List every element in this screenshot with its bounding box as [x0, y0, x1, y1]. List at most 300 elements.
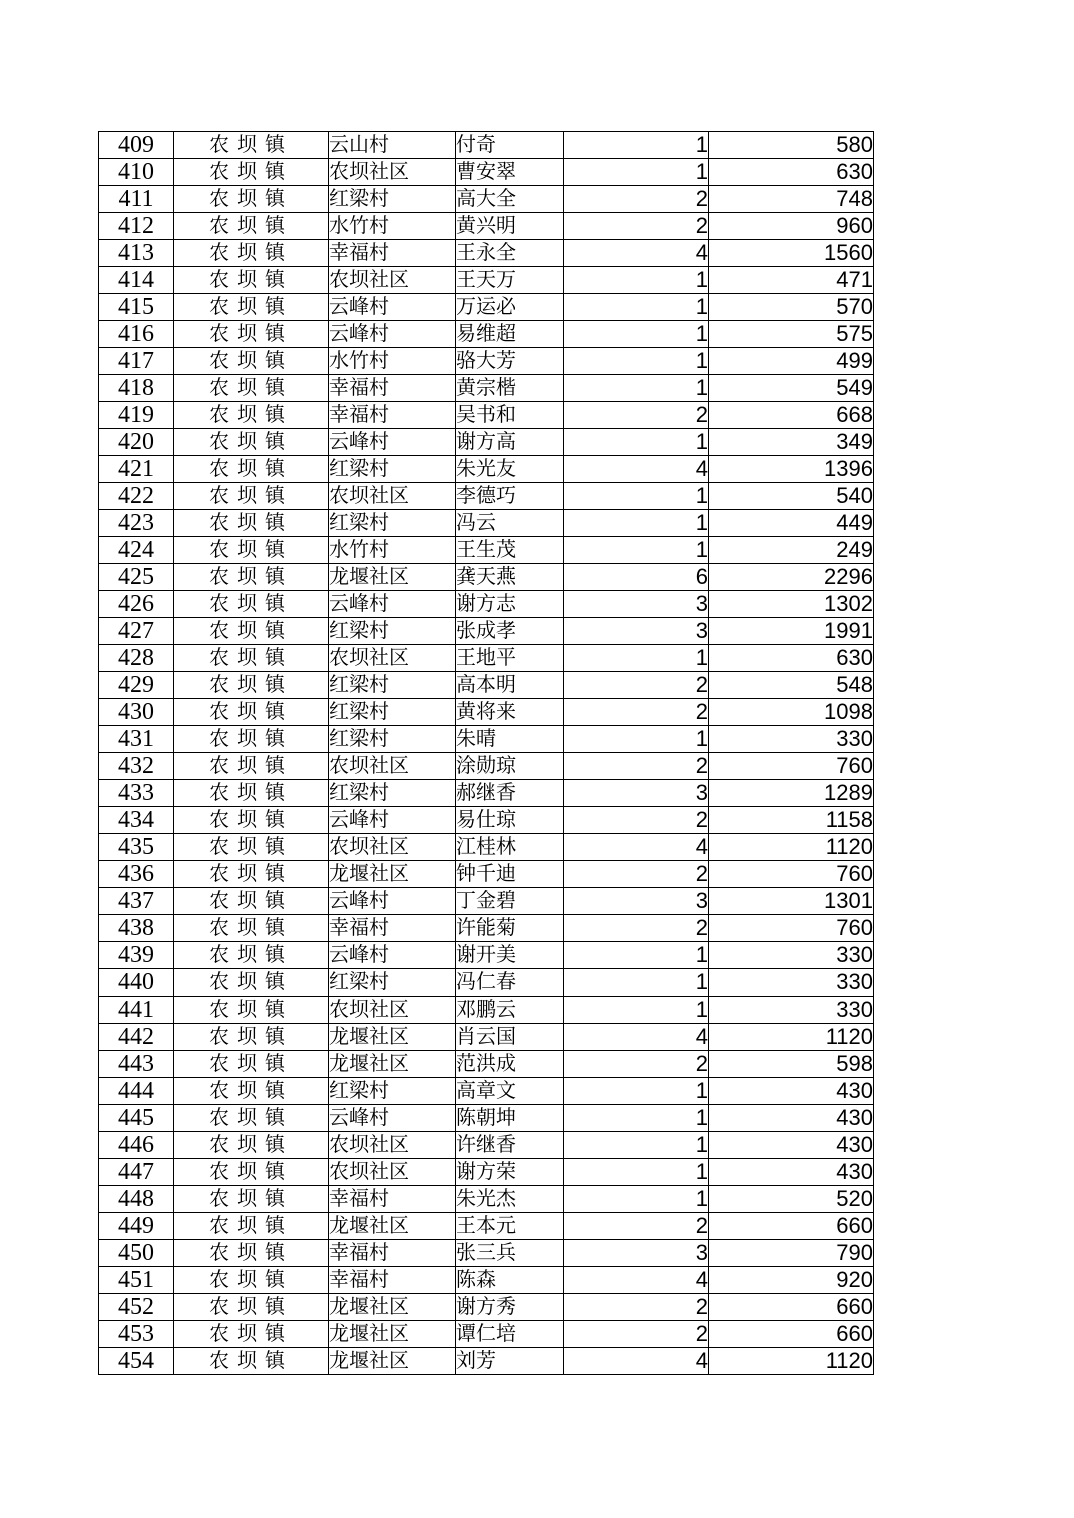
table-row [99, 1347, 874, 1374]
cell-count: 4 [564, 1266, 709, 1293]
cell-amount: 1120 [709, 1023, 874, 1050]
cell-count: 1 [564, 726, 709, 753]
cell-town: 农坝镇 [174, 645, 329, 672]
cell-person-name: 黄兴明 [456, 213, 564, 240]
cell-count: 4 [564, 1347, 709, 1374]
table-row [99, 321, 874, 348]
table-row [99, 456, 874, 483]
cell-count: 6 [564, 564, 709, 591]
cell-amount: 330 [709, 726, 874, 753]
cell-town: 农坝镇 [174, 1320, 329, 1347]
cell-village: 云峰村 [329, 807, 456, 834]
cell-row-number: 423 [99, 510, 174, 537]
cell-person-name: 黄宗楷 [456, 375, 564, 402]
cell-row-number: 414 [99, 267, 174, 294]
cell-amount: 630 [709, 159, 874, 186]
cell-row-number: 438 [99, 915, 174, 942]
table-row [99, 942, 874, 969]
cell-village: 农坝社区 [329, 1158, 456, 1185]
cell-count: 3 [564, 1239, 709, 1266]
cell-amount: 630 [709, 645, 874, 672]
cell-amount: 1302 [709, 591, 874, 618]
cell-person-name: 丁金碧 [456, 888, 564, 915]
cell-amount: 1301 [709, 888, 874, 915]
table-row [99, 1212, 874, 1239]
cell-amount: 660 [709, 1293, 874, 1320]
cell-row-number: 425 [99, 564, 174, 591]
cell-person-name: 骆大芳 [456, 348, 564, 375]
cell-village: 云峰村 [329, 591, 456, 618]
cell-person-name: 高本明 [456, 672, 564, 699]
cell-amount: 449 [709, 510, 874, 537]
cell-person-name: 邓鹏云 [456, 996, 564, 1023]
cell-person-name: 王本元 [456, 1212, 564, 1239]
table-row [99, 510, 874, 537]
table-row [99, 753, 874, 780]
cell-amount: 430 [709, 1104, 874, 1131]
cell-town: 农坝镇 [174, 699, 329, 726]
cell-town: 农坝镇 [174, 1050, 329, 1077]
cell-count: 3 [564, 618, 709, 645]
cell-village: 农坝社区 [329, 753, 456, 780]
cell-person-name: 曹安翠 [456, 159, 564, 186]
cell-amount: 760 [709, 861, 874, 888]
cell-person-name: 王永全 [456, 240, 564, 267]
table-row [99, 132, 874, 159]
cell-village: 红梁村 [329, 780, 456, 807]
cell-count: 2 [564, 1320, 709, 1347]
cell-person-name: 朱光杰 [456, 1185, 564, 1212]
cell-town: 农坝镇 [174, 942, 329, 969]
cell-person-name: 谢开美 [456, 942, 564, 969]
cell-amount: 330 [709, 969, 874, 996]
cell-row-number: 428 [99, 645, 174, 672]
cell-village: 红梁村 [329, 726, 456, 753]
table-row [99, 1185, 874, 1212]
cell-amount: 1560 [709, 240, 874, 267]
cell-person-name: 吴书和 [456, 402, 564, 429]
cell-person-name: 张三兵 [456, 1239, 564, 1266]
cell-village: 龙堰社区 [329, 861, 456, 888]
cell-town: 农坝镇 [174, 915, 329, 942]
table-row [99, 645, 874, 672]
table-row [99, 834, 874, 861]
cell-row-number: 409 [99, 132, 174, 159]
cell-row-number: 449 [99, 1212, 174, 1239]
cell-town: 农坝镇 [174, 753, 329, 780]
cell-amount: 1120 [709, 834, 874, 861]
cell-row-number: 427 [99, 618, 174, 645]
cell-village: 农坝社区 [329, 483, 456, 510]
table-row [99, 699, 874, 726]
cell-count: 1 [564, 1185, 709, 1212]
cell-village: 云峰村 [329, 321, 456, 348]
cell-row-number: 424 [99, 537, 174, 564]
cell-town: 农坝镇 [174, 321, 329, 348]
table-row [99, 1239, 874, 1266]
cell-village: 幸福村 [329, 915, 456, 942]
table-row [99, 807, 874, 834]
cell-village: 水竹村 [329, 537, 456, 564]
cell-amount: 660 [709, 1212, 874, 1239]
cell-count: 3 [564, 591, 709, 618]
cell-row-number: 452 [99, 1293, 174, 1320]
cell-amount: 1158 [709, 807, 874, 834]
cell-person-name: 易维超 [456, 321, 564, 348]
cell-village: 龙堰社区 [329, 1023, 456, 1050]
cell-village: 云峰村 [329, 942, 456, 969]
cell-village: 水竹村 [329, 348, 456, 375]
cell-town: 农坝镇 [174, 1347, 329, 1374]
table-row [99, 1131, 874, 1158]
cell-town: 农坝镇 [174, 132, 329, 159]
cell-person-name: 李德巧 [456, 483, 564, 510]
cell-village: 幸福村 [329, 240, 456, 267]
cell-amount: 598 [709, 1050, 874, 1077]
cell-village: 幸福村 [329, 375, 456, 402]
cell-count: 2 [564, 1050, 709, 1077]
cell-count: 2 [564, 699, 709, 726]
cell-person-name: 陈森 [456, 1266, 564, 1293]
cell-town: 农坝镇 [174, 834, 329, 861]
cell-row-number: 418 [99, 375, 174, 402]
table-row [99, 429, 874, 456]
cell-person-name: 谢方志 [456, 591, 564, 618]
cell-village: 云峰村 [329, 1104, 456, 1131]
cell-town: 农坝镇 [174, 591, 329, 618]
cell-town: 农坝镇 [174, 861, 329, 888]
cell-person-name: 王地平 [456, 645, 564, 672]
cell-town: 农坝镇 [174, 618, 329, 645]
cell-village: 红梁村 [329, 618, 456, 645]
table-row [99, 618, 874, 645]
cell-town: 农坝镇 [174, 186, 329, 213]
table-row [99, 1158, 874, 1185]
cell-town: 农坝镇 [174, 807, 329, 834]
cell-row-number: 431 [99, 726, 174, 753]
cell-amount: 499 [709, 348, 874, 375]
cell-row-number: 447 [99, 1158, 174, 1185]
cell-amount: 660 [709, 1320, 874, 1347]
cell-row-number: 434 [99, 807, 174, 834]
cell-town: 农坝镇 [174, 888, 329, 915]
cell-town: 农坝镇 [174, 456, 329, 483]
cell-town: 农坝镇 [174, 1131, 329, 1158]
cell-person-name: 许继香 [456, 1131, 564, 1158]
cell-row-number: 416 [99, 321, 174, 348]
cell-amount: 330 [709, 996, 874, 1023]
cell-town: 农坝镇 [174, 375, 329, 402]
cell-amount: 430 [709, 1131, 874, 1158]
table-row [99, 591, 874, 618]
cell-person-name: 许能菊 [456, 915, 564, 942]
cell-person-name: 张成孝 [456, 618, 564, 645]
cell-count: 1 [564, 321, 709, 348]
table-row [99, 1293, 874, 1320]
cell-row-number: 419 [99, 402, 174, 429]
cell-village: 农坝社区 [329, 1131, 456, 1158]
cell-count: 4 [564, 834, 709, 861]
table-row [99, 213, 874, 240]
cell-person-name: 王生茂 [456, 537, 564, 564]
cell-count: 1 [564, 969, 709, 996]
cell-count: 1 [564, 348, 709, 375]
cell-person-name: 肖云国 [456, 1023, 564, 1050]
cell-amount: 1396 [709, 456, 874, 483]
cell-row-number: 436 [99, 861, 174, 888]
cell-person-name: 江桂林 [456, 834, 564, 861]
cell-village: 农坝社区 [329, 267, 456, 294]
table-row [99, 267, 874, 294]
table-row [99, 402, 874, 429]
table-row [99, 240, 874, 267]
cell-amount: 549 [709, 375, 874, 402]
cell-town: 农坝镇 [174, 240, 329, 267]
cell-village: 红梁村 [329, 456, 456, 483]
cell-person-name: 高章文 [456, 1077, 564, 1104]
cell-village: 幸福村 [329, 1239, 456, 1266]
cell-row-number: 440 [99, 969, 174, 996]
cell-count: 2 [564, 915, 709, 942]
table-row [99, 186, 874, 213]
cell-amount: 1991 [709, 618, 874, 645]
cell-person-name: 冯云 [456, 510, 564, 537]
cell-row-number: 432 [99, 753, 174, 780]
cell-person-name: 谢方荣 [456, 1158, 564, 1185]
cell-village: 农坝社区 [329, 834, 456, 861]
cell-town: 农坝镇 [174, 402, 329, 429]
cell-village: 幸福村 [329, 402, 456, 429]
cell-amount: 960 [709, 213, 874, 240]
cell-village: 幸福村 [329, 1266, 456, 1293]
cell-village: 龙堰社区 [329, 1347, 456, 1374]
cell-person-name: 钟千迪 [456, 861, 564, 888]
cell-person-name: 刘芳 [456, 1347, 564, 1374]
cell-town: 农坝镇 [174, 969, 329, 996]
table-row [99, 348, 874, 375]
table-row [99, 537, 874, 564]
table-row [99, 483, 874, 510]
cell-person-name: 范洪成 [456, 1050, 564, 1077]
cell-row-number: 429 [99, 672, 174, 699]
cell-town: 农坝镇 [174, 726, 329, 753]
cell-amount: 760 [709, 753, 874, 780]
table-row [99, 159, 874, 186]
cell-row-number: 450 [99, 1239, 174, 1266]
cell-amount: 570 [709, 294, 874, 321]
cell-count: 1 [564, 267, 709, 294]
records-table-body [99, 132, 874, 1375]
cell-count: 1 [564, 510, 709, 537]
cell-village: 云山村 [329, 132, 456, 159]
cell-village: 农坝社区 [329, 159, 456, 186]
cell-amount: 249 [709, 537, 874, 564]
cell-row-number: 444 [99, 1077, 174, 1104]
cell-row-number: 430 [99, 699, 174, 726]
cell-amount: 748 [709, 186, 874, 213]
cell-person-name: 郝继香 [456, 780, 564, 807]
cell-row-number: 448 [99, 1185, 174, 1212]
cell-count: 3 [564, 780, 709, 807]
cell-village: 红梁村 [329, 672, 456, 699]
cell-row-number: 435 [99, 834, 174, 861]
cell-amount: 2296 [709, 564, 874, 591]
cell-person-name: 朱光友 [456, 456, 564, 483]
cell-town: 农坝镇 [174, 1077, 329, 1104]
cell-amount: 330 [709, 942, 874, 969]
cell-person-name: 高大全 [456, 186, 564, 213]
cell-row-number: 415 [99, 294, 174, 321]
cell-amount: 580 [709, 132, 874, 159]
cell-amount: 540 [709, 483, 874, 510]
cell-count: 4 [564, 456, 709, 483]
cell-amount: 1098 [709, 699, 874, 726]
cell-row-number: 411 [99, 186, 174, 213]
cell-row-number: 451 [99, 1266, 174, 1293]
cell-row-number: 412 [99, 213, 174, 240]
cell-village: 幸福村 [329, 1185, 456, 1212]
cell-count: 2 [564, 1293, 709, 1320]
cell-town: 农坝镇 [174, 996, 329, 1023]
table-row [99, 996, 874, 1023]
cell-count: 1 [564, 294, 709, 321]
records-table [98, 131, 874, 1375]
cell-row-number: 445 [99, 1104, 174, 1131]
cell-person-name: 谢方高 [456, 429, 564, 456]
cell-village: 龙堰社区 [329, 1050, 456, 1077]
cell-count: 1 [564, 1104, 709, 1131]
cell-person-name: 付奇 [456, 132, 564, 159]
cell-amount: 790 [709, 1239, 874, 1266]
cell-town: 农坝镇 [174, 1104, 329, 1131]
cell-amount: 471 [709, 267, 874, 294]
table-row [99, 888, 874, 915]
cell-amount: 1289 [709, 780, 874, 807]
cell-person-name: 黄将来 [456, 699, 564, 726]
cell-town: 农坝镇 [174, 1185, 329, 1212]
cell-count: 1 [564, 942, 709, 969]
cell-amount: 668 [709, 402, 874, 429]
cell-row-number: 426 [99, 591, 174, 618]
cell-person-name: 冯仁春 [456, 969, 564, 996]
cell-row-number: 433 [99, 780, 174, 807]
cell-town: 农坝镇 [174, 672, 329, 699]
cell-town: 农坝镇 [174, 510, 329, 537]
cell-count: 1 [564, 1077, 709, 1104]
table-row [99, 564, 874, 591]
cell-town: 农坝镇 [174, 483, 329, 510]
table-row [99, 1266, 874, 1293]
cell-village: 龙堰社区 [329, 1293, 456, 1320]
table-row [99, 1050, 874, 1077]
cell-village: 农坝社区 [329, 996, 456, 1023]
cell-row-number: 437 [99, 888, 174, 915]
cell-town: 农坝镇 [174, 429, 329, 456]
cell-row-number: 442 [99, 1023, 174, 1050]
cell-row-number: 439 [99, 942, 174, 969]
cell-town: 农坝镇 [174, 537, 329, 564]
cell-amount: 920 [709, 1266, 874, 1293]
cell-count: 3 [564, 888, 709, 915]
cell-count: 1 [564, 1158, 709, 1185]
cell-village: 龙堰社区 [329, 1320, 456, 1347]
cell-row-number: 443 [99, 1050, 174, 1077]
cell-count: 2 [564, 807, 709, 834]
cell-amount: 349 [709, 429, 874, 456]
cell-town: 农坝镇 [174, 564, 329, 591]
table-row [99, 672, 874, 699]
cell-town: 农坝镇 [174, 294, 329, 321]
table-row [99, 1077, 874, 1104]
cell-village: 红梁村 [329, 1077, 456, 1104]
cell-count: 1 [564, 537, 709, 564]
cell-person-name: 王天万 [456, 267, 564, 294]
cell-village: 云峰村 [329, 429, 456, 456]
table-row [99, 1023, 874, 1050]
cell-count: 2 [564, 1212, 709, 1239]
cell-row-number: 413 [99, 240, 174, 267]
cell-person-name: 陈朝坤 [456, 1104, 564, 1131]
cell-town: 农坝镇 [174, 213, 329, 240]
cell-count: 4 [564, 1023, 709, 1050]
cell-town: 农坝镇 [174, 1266, 329, 1293]
cell-count: 2 [564, 186, 709, 213]
cell-amount: 430 [709, 1077, 874, 1104]
cell-row-number: 420 [99, 429, 174, 456]
table-row [99, 1320, 874, 1347]
cell-count: 2 [564, 213, 709, 240]
cell-town: 农坝镇 [174, 1158, 329, 1185]
cell-village: 龙堰社区 [329, 1212, 456, 1239]
cell-count: 1 [564, 996, 709, 1023]
cell-count: 1 [564, 483, 709, 510]
cell-village: 红梁村 [329, 510, 456, 537]
cell-count: 2 [564, 672, 709, 699]
cell-town: 农坝镇 [174, 267, 329, 294]
cell-village: 云峰村 [329, 294, 456, 321]
cell-village: 红梁村 [329, 699, 456, 726]
cell-person-name: 龚天燕 [456, 564, 564, 591]
cell-person-name: 朱晴 [456, 726, 564, 753]
cell-row-number: 454 [99, 1347, 174, 1374]
cell-person-name: 谭仁培 [456, 1320, 564, 1347]
table-row [99, 915, 874, 942]
cell-amount: 1120 [709, 1347, 874, 1374]
table-row [99, 1104, 874, 1131]
cell-town: 农坝镇 [174, 1239, 329, 1266]
cell-person-name: 易仕琼 [456, 807, 564, 834]
cell-amount: 760 [709, 915, 874, 942]
cell-village: 云峰村 [329, 888, 456, 915]
cell-count: 1 [564, 159, 709, 186]
cell-town: 农坝镇 [174, 780, 329, 807]
table-row [99, 969, 874, 996]
cell-count: 1 [564, 375, 709, 402]
cell-town: 农坝镇 [174, 159, 329, 186]
cell-amount: 430 [709, 1158, 874, 1185]
cell-row-number: 422 [99, 483, 174, 510]
cell-count: 2 [564, 402, 709, 429]
cell-amount: 548 [709, 672, 874, 699]
cell-count: 1 [564, 1131, 709, 1158]
cell-village: 红梁村 [329, 186, 456, 213]
table-row [99, 861, 874, 888]
table-row [99, 726, 874, 753]
cell-count: 1 [564, 645, 709, 672]
cell-town: 农坝镇 [174, 1212, 329, 1239]
cell-row-number: 410 [99, 159, 174, 186]
cell-person-name: 涂勋琼 [456, 753, 564, 780]
